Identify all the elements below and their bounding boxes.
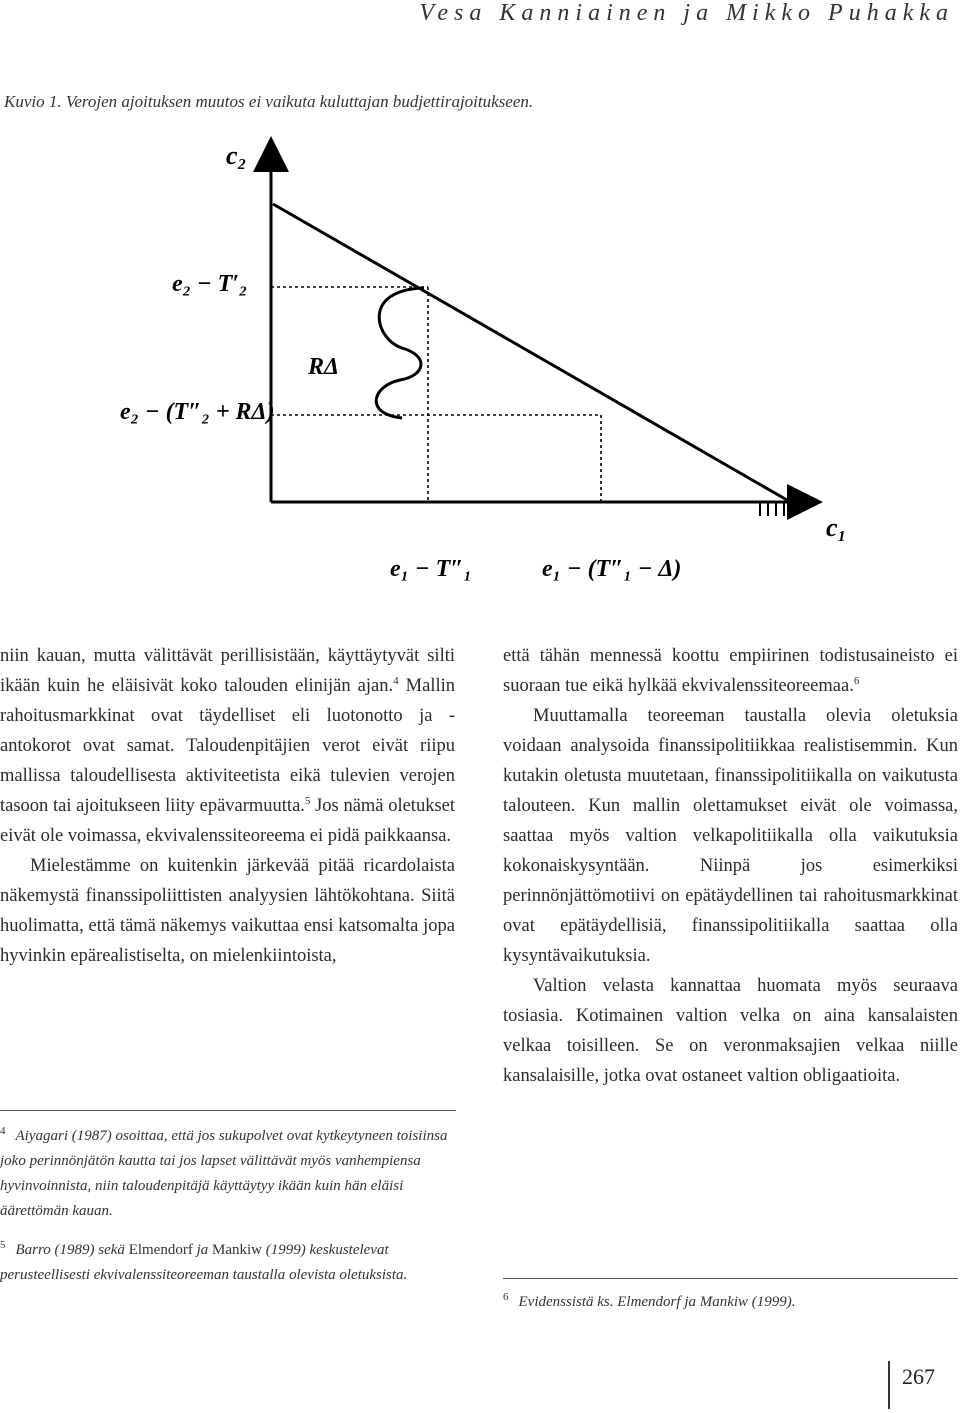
page-number: 267 (902, 1364, 935, 1389)
guide-lines (271, 287, 601, 502)
budget-constraint-figure (0, 130, 960, 610)
right-paragraph-2: Muuttamalla teoreeman taustalla olevia oletuksia voidaan analysoida finanssipolitiikkaa realistisemmin. Kun kutakin oletusta muutetaan, finanssipolitiikalla on vaikutusta talouteen. Kun mallin olettamukset eivät ole voimassa, saattaa myös valtion velkapolitiikalla olla vaikutuksia kokonaiskysyntään. Niinpä jos esimerkiksi perinnönjättömotiivi on epätäydellinen tai rahoitusmarkkinat ovat epätäydellisiä, finanssipolitiikalla saattaa olla kysyntävaikutuksia. (503, 706, 958, 966)
x-axis-ticks (760, 502, 792, 516)
footnote-5: $^5$ Barro (1989) sekä Elmendorf ja Mankiw (1999) keskustelevat perusteellisesti ekvivalenssiteoreeman taustalla olevista oletuksista. (0, 1239, 408, 1283)
left-paragraph-1: niin kauan, mutta välittävät perillisistään, käyttäytyvät silti ikään kuin he eläisivät koko talouden elinijän ajan.$^4$ Mallin rahoitusmarkkinat ovat täydelliset eli luotonotto ja -antokorot ovat samat. Taloudenpitäjien verot eivät riipu mallissa taloudellisesta aktiviteetista eikä tulevien verojen tasoon tai ajoitukseen liity epävarmuutta.$^5$ Jos nämä oletukset eivät ole voimassa, ekvivalenssiteoreema ei pidä paikkaansa. (0, 646, 455, 846)
page-number-bar (888, 1361, 890, 1409)
running-header-authors: Vesa Kanniainen ja Mikko Puhakka (419, 0, 954, 26)
y-lower-label: e₂ − (T″₂ + RΔ) (120, 399, 275, 425)
footnote-4: $^4$ Aiyagari (1987) osoittaa, että jos sukupolvet ovat kytkeytyneen toisiinsa joko perinnönjätön kautta tai jos lapset välittävät myös vanhempiensa hyvinvoinnista, niin taloudenpitäjä käyttäytyy ikään kuin hän eläisi äärettömän kauan. (0, 1125, 448, 1219)
y-upper-label: e₂ − T′₂ (172, 271, 248, 297)
x-right-label: e₁ − (T″₁ − Δ) (542, 556, 682, 582)
x-axis-label: c₁ (826, 513, 847, 542)
footnote-rule-right (503, 1278, 958, 1279)
footnote-rule-left (0, 1110, 456, 1111)
right-column (503, 641, 958, 1091)
right-paragraph-3: Valtion velasta kannattaa huomata myös seuraava tosiasia. Kotimainen valtion velka on aina kansalaisten velkaa toisilleen. Se on veronmaksajien velkaa niille kansalaisille, jotka ovat ostaneet valtion obligaatioita. (503, 976, 958, 1086)
footnote-6: $^6$ Evidenssistä ks. Elmendorf ja Mankiw (1999). (503, 1291, 796, 1310)
r-delta-label: RΔ (308, 354, 340, 380)
left-column (0, 641, 455, 971)
budget-line (273, 204, 787, 500)
footnote-ref-4: 4 (393, 674, 399, 687)
footnote-ref-6: 6 (853, 674, 860, 687)
left-paragraph-2: Mielestämme on kuitenkin järkevää pitää ricardolaista näkemystä finanssipoliittisten analyysien lähtökohtana. Siitä huolimatta, että tämä näkemys vaikuttaa ensi katsomalta jopa hyvinkin epärealistiselta, on mielenkiintoista, (0, 856, 455, 966)
footnote-ref-5: 5 (304, 794, 311, 807)
x-left-label: e₁ − T″₁ (390, 556, 472, 582)
r-delta-brace (376, 288, 424, 418)
y-axis-label: c₂ (226, 141, 247, 170)
figure-caption: Kuvio 1. Verojen ajoituksen muutos ei vaikuta kuluttajan budjettirajoitukseen. (4, 92, 534, 111)
right-paragraph-1: että tähän mennessä koottu empiirinen todistusaineisto ei suoraan tue eikä hylkää ekvivalenssiteoreemaa.$^6$ (503, 646, 958, 696)
